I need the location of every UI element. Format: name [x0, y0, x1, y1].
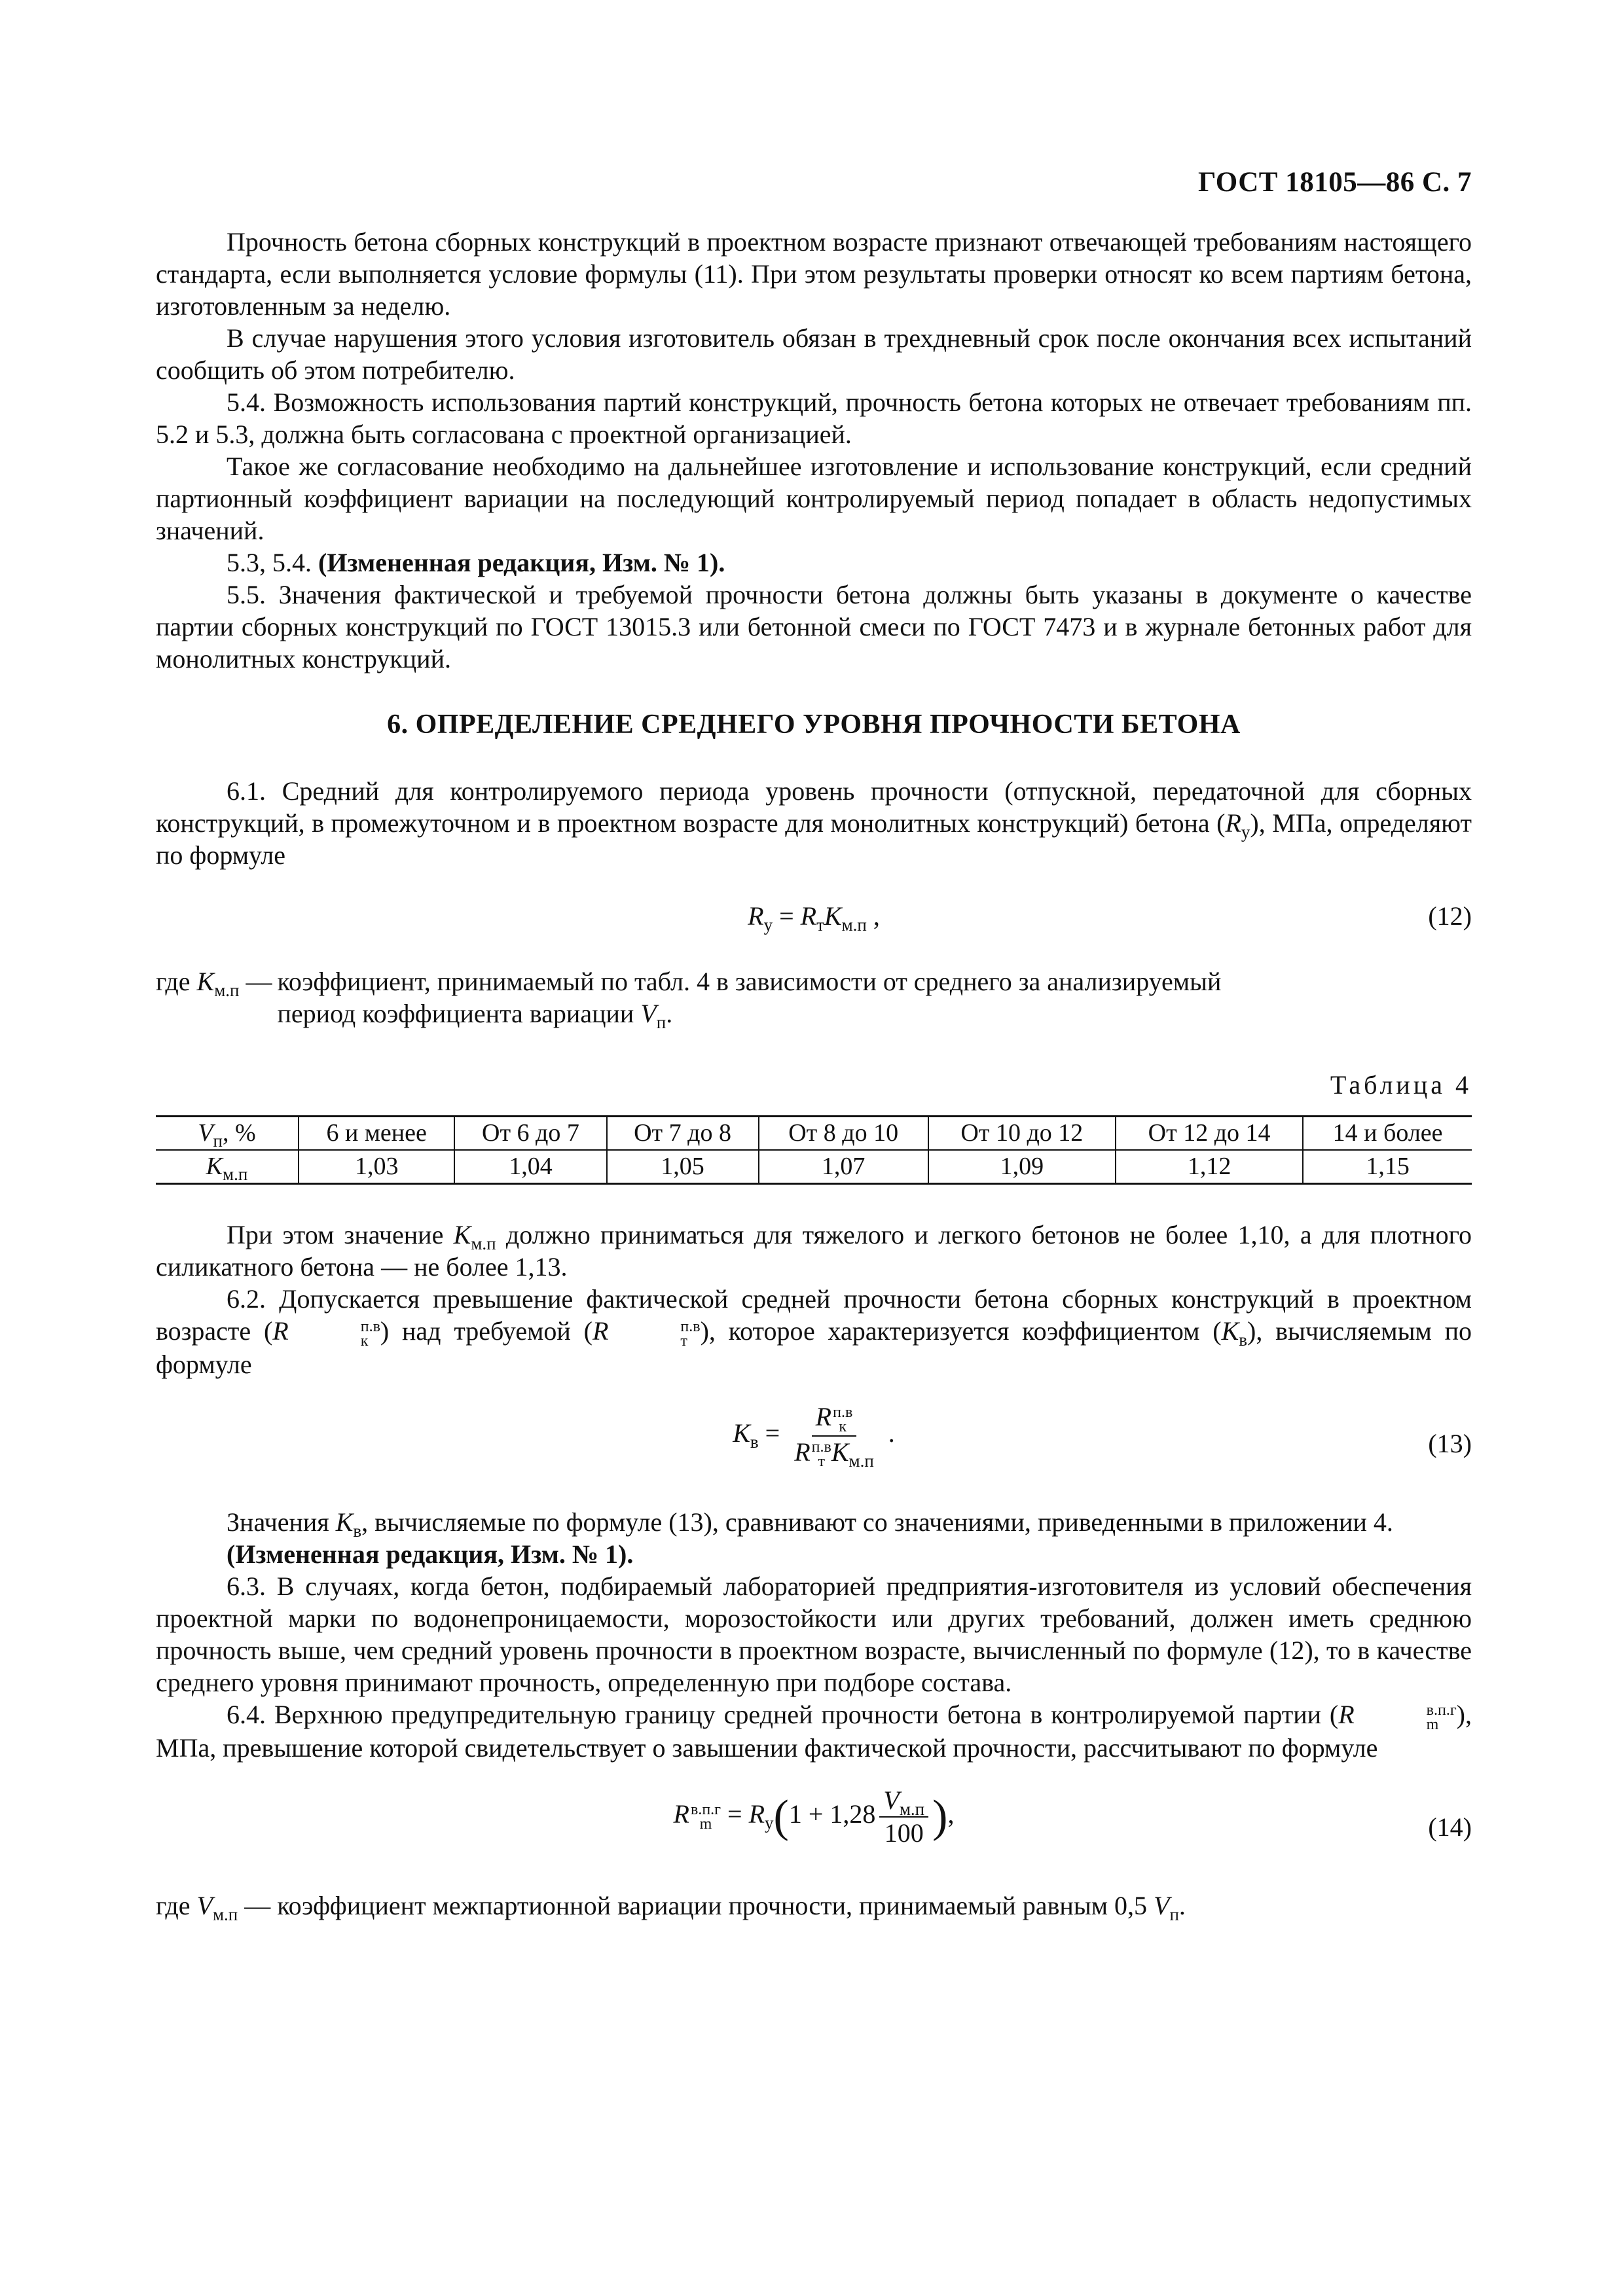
table-cell: От 7 до 8: [607, 1117, 759, 1151]
formula-number: (13): [1428, 1428, 1472, 1458]
table-cell: 1,03: [299, 1150, 454, 1184]
table-cell: От 12 до 14: [1116, 1117, 1303, 1151]
table-cell: 1,05: [607, 1150, 759, 1184]
paragraph-5-4: 5.4. Возможность использования партий конструкций, прочность бетона которых не отвечает требованиям пп. 5.2 и 5.3, должна быть согласована с проектной организацией.: [156, 387, 1472, 449]
revision-note: 5.3, 5.4. (Измененная редакция, Изм. № 1).: [227, 548, 725, 577]
paragraph: Такое же согласование необходимо на дальнейшее изготовление и использование конструкций, если средний партионный коэффициент вариации на последующий контролируемый период попадает в область недопустимых значений.: [156, 452, 1472, 545]
fraction: $\frac{V_{м.п}}{100}$: [879, 1786, 928, 1848]
table-cell: 1,15: [1303, 1150, 1472, 1184]
table-cell: 6 и менее: [299, 1117, 454, 1151]
document-body: [156, 226, 1472, 1922]
paragraph-6-4: 6.4. Верхнюю предупредительную границу средней прочности бетона в контролируемой партии (R в.п.г m ), МПа, превышение которой свидетельствует о завышении фактической прочности, рассчитывают по формуле: [156, 1699, 1472, 1763]
paragraph-6-2: 6.2. Допускается превышение фактической средней прочности бетона сборных конструкций в проектном возрасте (R п.в к ) над требуемой (R п.в т ), которое характеризуется коэффициентом $(K_в)$, вычисляемым по формуле: [156, 1284, 1472, 1379]
formula-14: R в.п.г m = $R_у(1 + 1,28$ $\frac{V_{м.п}}{100}$ ), (14): [673, 1785, 1472, 1848]
table-cell: От 8 до 10: [759, 1117, 928, 1151]
table-row: [156, 1150, 1472, 1184]
table-4: [156, 1115, 1472, 1185]
table-cell: 1,04: [454, 1150, 606, 1184]
revision-note: (Измененная редакция, Изм. № 1).: [227, 1539, 634, 1569]
paragraph-5-5: 5.5. Значения фактической и требуемой прочности бетона должны быть указаны в документе о качестве партии сборных конструкций по ГОСТ 13015.3 или бетонной смеси по ГОСТ 7473 и в журнале бетонных работ для монолитных конструкций.: [156, 580, 1472, 673]
formula-number: (14): [1428, 1812, 1472, 1842]
paragraph: В случае нарушения этого условия изготовитель обязан в трехдневный срок после окончания всех испытаний сообщить об этом потребителю.: [156, 323, 1472, 385]
fraction: R п.в к R п.в т $K_{м.п}$: [794, 1401, 874, 1471]
table-caption: Таблица 4: [1330, 1070, 1472, 1100]
table-cell: 1,09: [928, 1150, 1116, 1184]
where-clause: где $K_{м.п}$ — коэффициент, принимаемый по табл. 4 в зависимости от среднего за анализируемый период коэффициента вариации $V_п$.: [156, 967, 1222, 1032]
table-cell: 14 и более: [1303, 1117, 1472, 1151]
section-title: 6. ОПРЕДЕЛЕНИЕ СРЕДНЕГО УРОВНЯ ПРОЧНОСТИ БЕТОНА: [387, 709, 1241, 740]
paragraph-6-1: 6.1. Средний для контролируемого периода уровень прочности (отпускной, передаточной для сборных конструкций, в промежуточном и в проектном возрасте для монолитных конструкций) бетона $(R_у)$, МПа, определяют по формуле: [156, 776, 1472, 870]
page-header: ГОСТ 18105—86 С. 7: [1197, 167, 1472, 198]
table-cell: От 10 до 12: [928, 1117, 1116, 1151]
where-clause: где $V_{м.п}$ — коэффициент межпартионной вариации прочности, принимаемый равным 0,5 $V_п$.: [156, 1890, 1186, 1924]
document-page: [156, 0, 1472, 2296]
formula-number: (12): [1428, 901, 1472, 931]
table-cell: 1,07: [759, 1150, 928, 1184]
formula-12: $R_у = R_тK_{м.п}$ , (12): [748, 901, 1472, 935]
paragraph-6-3: 6.3. В случаях, когда бетон, подбираемый лабораторией предприятия-изготовителя из условий обеспечения проектной марки по водонепроницаемости, морозостойкости или других требований, должен иметь среднюю прочность выше, чем средний уровень прочности в проектном возрасте, вычисленный по формуле (12), то в качестве среднего уровня принимают прочность, определенную при подборе состава.: [156, 1571, 1472, 1697]
table-cell: $K_{м.п}$: [156, 1150, 299, 1184]
table-cell: От 6 до 7: [454, 1117, 606, 1151]
table-row: [156, 1117, 1472, 1151]
paragraph: При этом значение $K_{м.п}$ должно приниматься для тяжелого и легкого бетонов не более 1,10, а для плотного силикатного бетона — не более 1,13.: [156, 1220, 1472, 1282]
table-cell: 1,12: [1116, 1150, 1303, 1184]
paragraph: Прочность бетона сборных конструкций в проектном возрасте признают отвечающей требованиям настоящего стандарта, если выполняется условие формулы (11). При этом результаты проверки относят ко всем партиям бетона, изготовленным за неделю.: [156, 227, 1472, 321]
table-cell: $V_п$, %: [156, 1117, 299, 1151]
paragraph: Значения $K_в$, вычисляемые по формуле (13), сравнивают со значениями, приведенными в приложении 4.: [227, 1507, 1393, 1541]
formula-13: $K_в$ = R п.в к R п.в т $K_{м.п}$ . (13): [733, 1401, 1472, 1471]
